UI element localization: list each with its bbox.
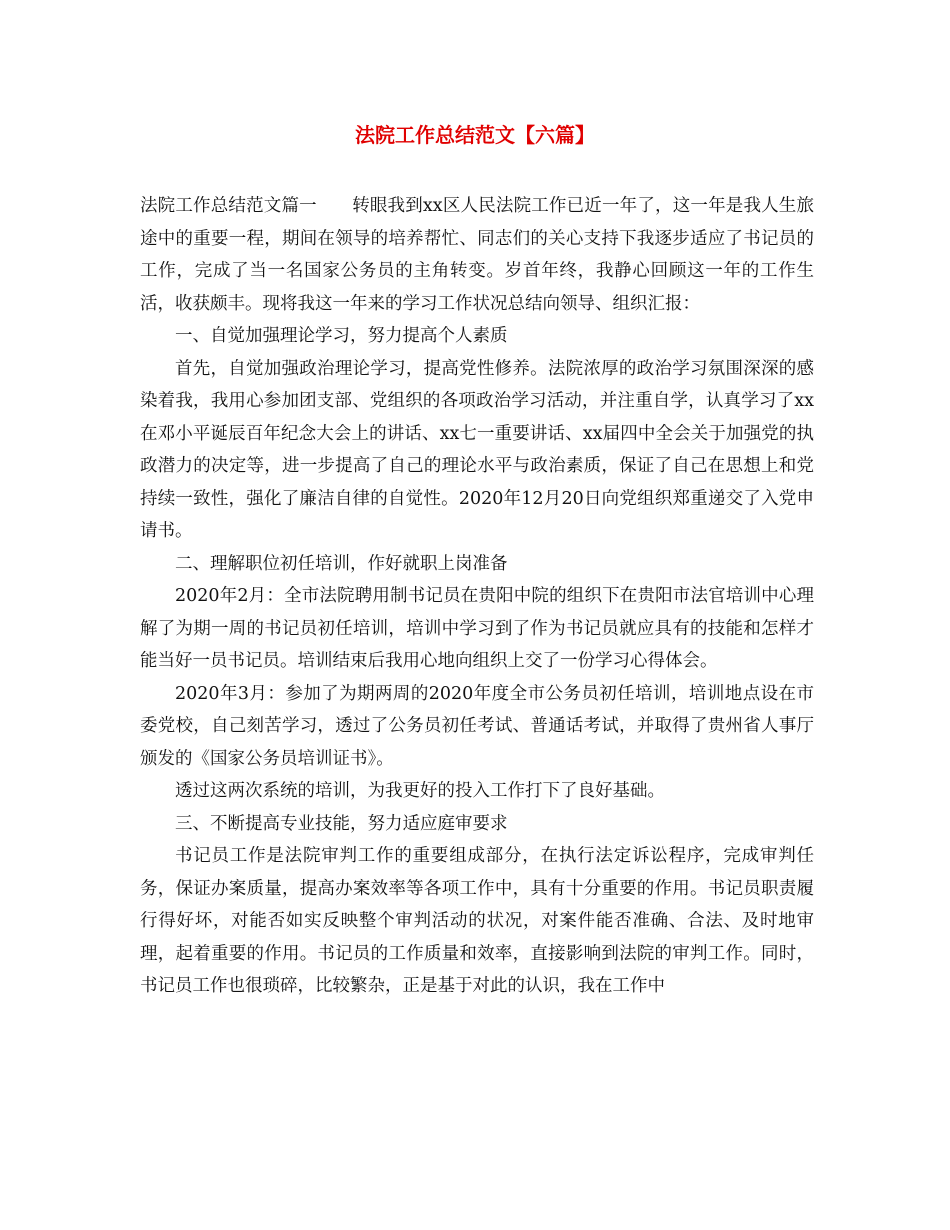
paragraph-training-summary: 透过这两次系统的培训，为我更好的投入工作打下了良好基础。 [175,781,665,801]
document-title: 法院工作总结范文【六篇】 [355,123,595,147]
document-body [140,190,814,1003]
intro-paragraph: 法院工作总结范文篇一 转眼我到xx区人民法院工作已近一年了，这一年是我人生旅途中的重要一程，期间在领导的培养帮忙、同志们的关心支持下我逐步适应了书记员的工作，完成了当一名国家公务员的主角转变。岁首年终，我静心回顾这一年的工作生活，收获颇丰。现将我这一年来的学习工作状况总结向领导、组织汇报： [140,196,814,314]
section-heading-3: 三、不断提高专业技能，努力适应庭审要求 [175,813,508,834]
paragraph-mar-training: 2020年3月：参加了为期两周的2020年度全市公务员初任培训，培训地点设在市委党校，自己刻苦学习，透过了公务员初任考试、普通话考试，并取得了贵州省人事厅颁发的《国家公务员培训证书》。 [140,683,814,769]
paragraph-theory-study: 首先，自觉加强政治理论学习，提高党性修养。法院浓厚的政治学习氛围深深的感染着我，我用心参加团支部、党组织的各项政治学习活动，并注重自学，认真学习了xx在邓小平诞辰百年纪念大会上的讲话、xx七一重要讲话、xx届四中全会关于加强党的执政潜力的决定等，进一步提高了自己的理论水平与政治素质，保证了自己在思想上和党持续一致性，强化了廉洁自律的自觉性。2020年12月20日向党组织郑重递交了入党申请书。 [140,358,814,541]
section-heading-2: 二、理解职位初任培训，作好就职上岗准备 [175,553,508,574]
paragraph-clerk-work: 书记员工作是法院审判工作的重要组成部分，在执行法定诉讼程序，完成审判任务，保证办案质量，提高办案效率等各项工作中，具有十分重要的作用。书记员职责履行得好坏，对能否如实反映整个审判活动的状况，对案件能否准确、合法、及时地审理，起着重要的作用。书记员的工作质量和效率，直接影响到法院的审判工作。同时，书记员工作也很琐碎，比较繁杂，正是基于对此的认识，我在工作中 [140,846,814,996]
paragraph-feb-training: 2020年2月：全市法院聘用制书记员在贵阳中院的组织下在贵阳市法官培训中心理解了为期一周的书记员初任培训，培训中学习到了作为书记员就应具有的技能和怎样才能当好一员书记员。培训结束后我用心地向组织上交了一份学习心得体会。 [140,586,814,671]
section-heading-1: 一、自觉加强理论学习，努力提高个人素质 [175,326,508,346]
